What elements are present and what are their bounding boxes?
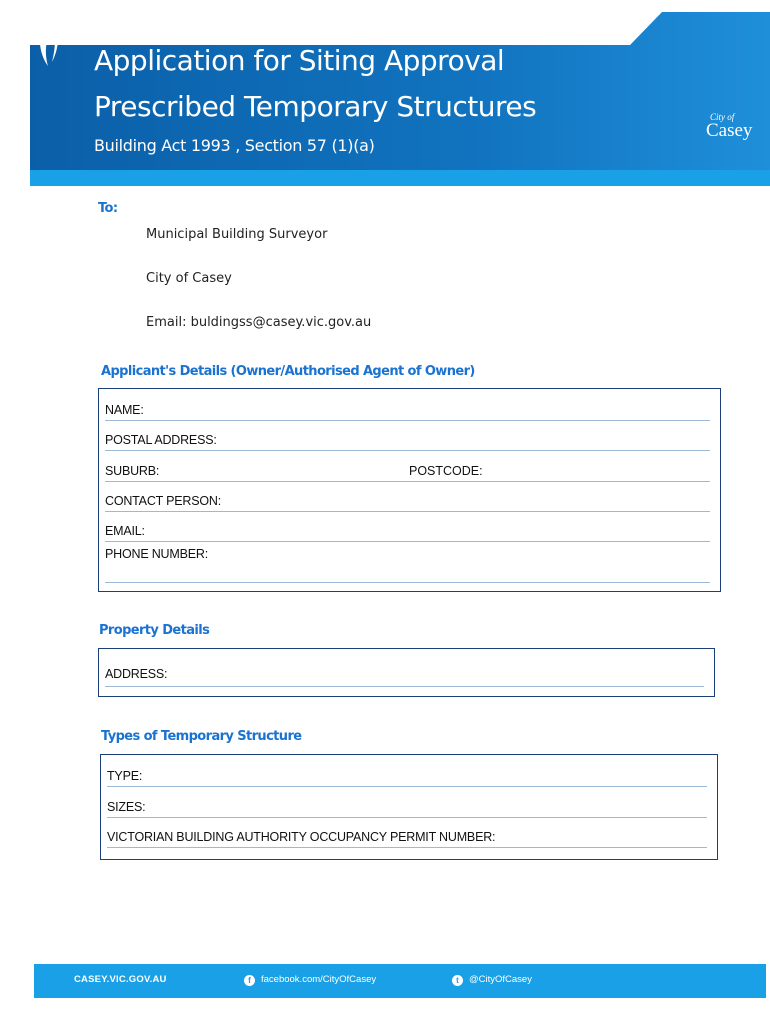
name-label: NAME: (105, 403, 144, 417)
footer-bar (34, 964, 766, 998)
email-label: EMAIL: (105, 524, 145, 538)
form-title-line2: Prescribed Temporary Structures (94, 90, 537, 123)
address-label: ADDRESS: (105, 667, 168, 681)
to-heading: To: (98, 201, 118, 216)
postal-address-label: POSTAL ADDRESS: (105, 433, 217, 447)
applicant-details-heading: Applicant's Details (Owner/Authorised Agent of Owner) (101, 364, 475, 379)
twitter-icon: t (452, 975, 463, 986)
type-underline (107, 786, 707, 787)
contact-person-label: CONTACT PERSON: (105, 494, 221, 508)
sizes-field[interactable] (101, 788, 717, 818)
permit-number-underline (107, 847, 707, 848)
contact-person-field[interactable] (99, 482, 720, 512)
type-field[interactable] (101, 757, 717, 787)
phone-number-field[interactable] (99, 543, 720, 573)
temporary-structure-box (100, 754, 718, 860)
postal-address-underline (105, 450, 710, 451)
twitter-link-text: @CityOfCasey (469, 974, 532, 985)
property-details-heading: Property Details (99, 623, 210, 638)
property-details-box (98, 648, 715, 697)
facebook-link[interactable] (244, 974, 376, 986)
recipient-council-line: City of Casey (146, 271, 232, 286)
phone-number-underline (105, 582, 710, 583)
logo-casey-text: Casey (706, 120, 753, 141)
applicant-details-box (98, 388, 721, 592)
recipient-email-line: Email: buldingss@casey.vic.gov.au (146, 315, 372, 330)
recipient-line: Municipal Building Surveyor (146, 227, 328, 242)
email-field[interactable] (99, 512, 720, 542)
permit-number-label: VICTORIAN BUILDING AUTHORITY OCCUPANCY PERMIT NUMBER: (107, 830, 496, 844)
address-field[interactable] (99, 651, 714, 681)
form-subtitle: Building Act 1993 , Section 57 (1)(a) (94, 136, 375, 155)
suburb-label: SUBURB: (105, 464, 160, 478)
type-label: TYPE: (107, 769, 143, 783)
facebook-icon: f (244, 975, 255, 986)
facebook-link-text: facebook.com/CityOfCasey (261, 974, 377, 985)
email-underline (105, 541, 710, 542)
header-banner (30, 12, 770, 188)
form-title-line1: Application for Siting Approval (94, 44, 505, 77)
postal-address-field[interactable] (99, 421, 720, 451)
permit-number-field[interactable] (101, 818, 717, 848)
phone-number-label: PHONE NUMBER: (105, 547, 208, 561)
temporary-structure-heading: Types of Temporary Structure (101, 729, 302, 744)
postcode-label: POSTCODE: (409, 464, 483, 478)
city-of-casey-logo-icon (30, 12, 90, 102)
name-field[interactable] (99, 391, 720, 421)
address-underline (105, 686, 704, 687)
logo-city-of-text: City of (710, 112, 735, 122)
website-link[interactable]: CASEY.VIC.GOV.AU (74, 974, 167, 985)
suburb-postcode-row[interactable] (99, 452, 720, 482)
sizes-label: SIZES: (107, 800, 146, 814)
twitter-link[interactable] (452, 974, 532, 986)
